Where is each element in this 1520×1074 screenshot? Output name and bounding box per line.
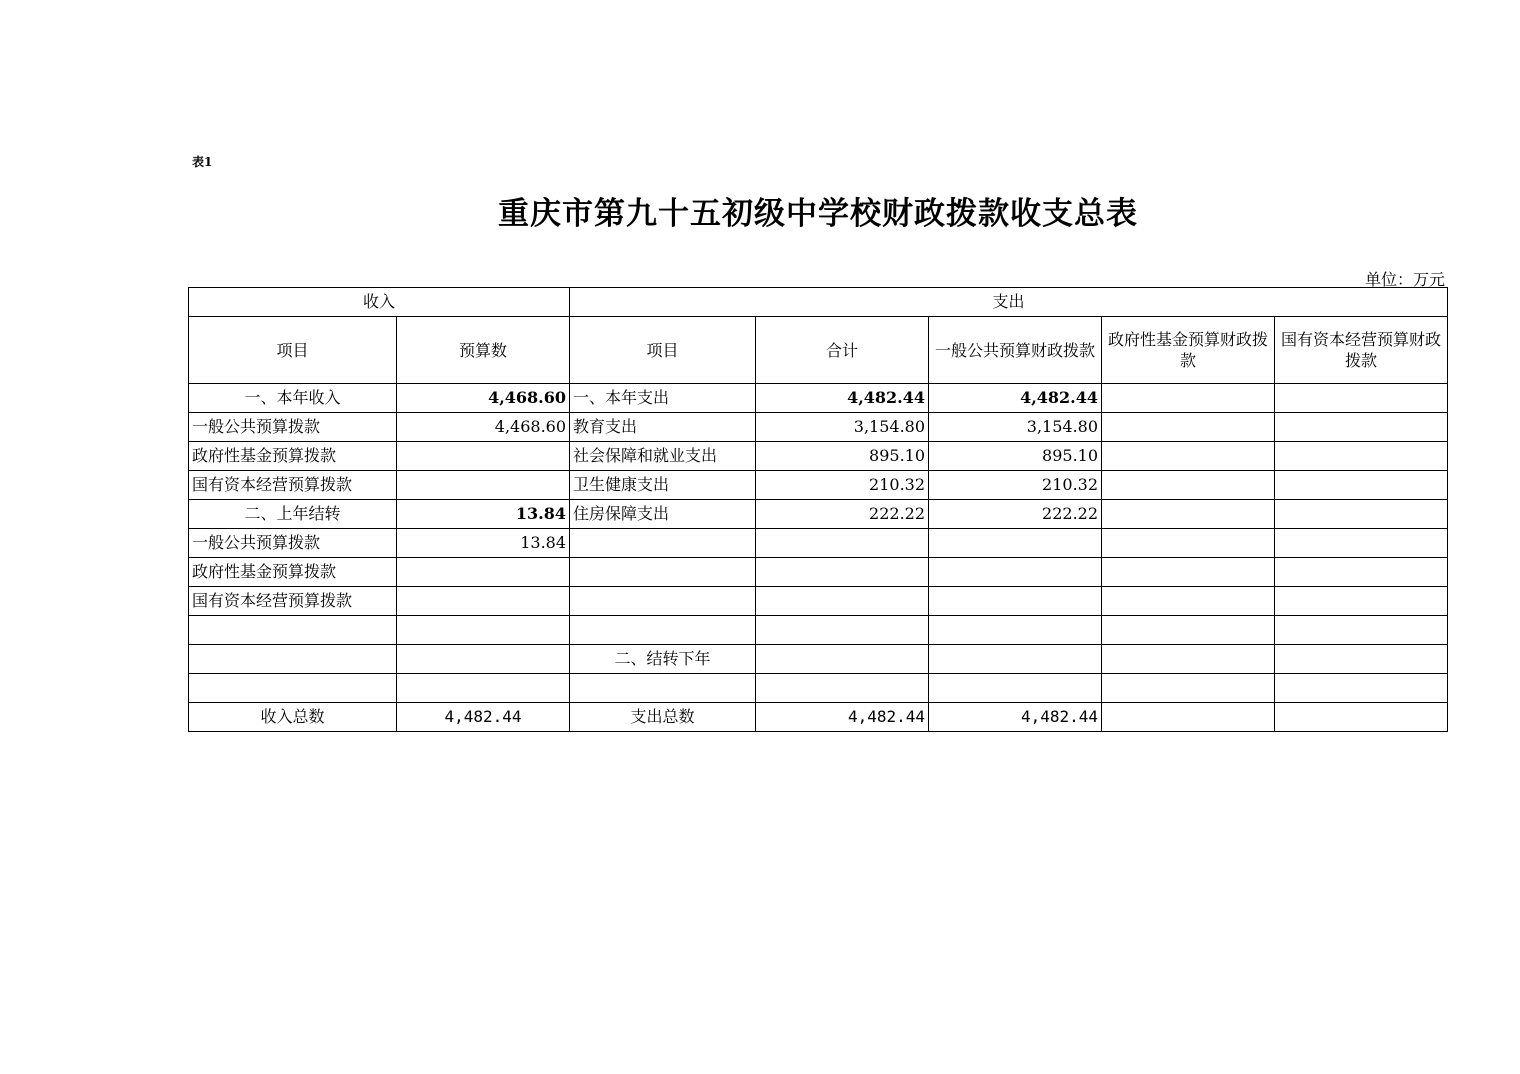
state-capital-cell <box>1275 674 1448 703</box>
table-row <box>189 616 1448 645</box>
table-row <box>189 384 1448 413</box>
income-item-cell <box>189 645 397 674</box>
table-row <box>189 413 1448 442</box>
exp-total-label: 支出总数 <box>570 703 756 732</box>
gov-fund-cell <box>1102 587 1275 616</box>
income-section-header: 收入 <box>189 288 570 317</box>
table-row <box>189 500 1448 529</box>
general-public-cell: 4,482.44 <box>929 384 1102 413</box>
header-exp-item: 项目 <box>570 317 756 384</box>
exp-item-cell <box>570 674 756 703</box>
income-item-cell: 政府性基金预算拨款 <box>189 558 397 587</box>
table-row <box>189 645 1448 674</box>
state-capital-cell <box>1275 500 1448 529</box>
header-income-budget: 预算数 <box>397 317 570 384</box>
general-public-cell <box>929 616 1102 645</box>
income-item-cell <box>189 674 397 703</box>
exp-item-cell: 社会保障和就业支出 <box>570 442 756 471</box>
general-public-cell <box>929 645 1102 674</box>
table-row <box>189 558 1448 587</box>
income-budget-cell: 13.84 <box>397 529 570 558</box>
section-header-row <box>189 288 1448 317</box>
income-budget-cell <box>397 587 570 616</box>
table-row <box>189 587 1448 616</box>
income-item-cell <box>189 616 397 645</box>
income-budget-cell: 4,468.60 <box>397 384 570 413</box>
total-cell: 4,482.44 <box>756 384 929 413</box>
income-budget-cell: 13.84 <box>397 500 570 529</box>
exp-total-value: 4,482.44 <box>756 703 929 732</box>
general-public-cell <box>929 558 1102 587</box>
gov-fund-cell <box>1102 558 1275 587</box>
state-capital-cell <box>1275 384 1448 413</box>
total-cell <box>756 645 929 674</box>
header-state-capital: 国有资本经营预算财政拨款 <box>1275 317 1448 384</box>
income-item-cell: 政府性基金预算拨款 <box>189 442 397 471</box>
income-item-cell: 一、本年收入 <box>189 384 397 413</box>
unit-label: 单位：万元 <box>1364 270 1445 289</box>
income-budget-cell <box>397 471 570 500</box>
general-public-cell <box>929 674 1102 703</box>
table-id: 表1 <box>192 155 213 169</box>
exp-item-cell <box>570 558 756 587</box>
income-item-cell: 二、上年结转 <box>189 500 397 529</box>
table-row <box>189 529 1448 558</box>
total-cell <box>756 616 929 645</box>
general-public-cell: 895.10 <box>929 442 1102 471</box>
gov-fund-cell <box>1102 529 1275 558</box>
gov-fund-cell <box>1102 413 1275 442</box>
total-cell <box>756 587 929 616</box>
gov-fund-cell <box>1102 500 1275 529</box>
exp-item-cell <box>570 587 756 616</box>
exp-item-cell <box>570 529 756 558</box>
general-public-cell: 3,154.80 <box>929 413 1102 442</box>
document-title: 重庆市第九十五初级中学校财政拨款收支总表 <box>498 196 1138 232</box>
gov-fund-cell <box>1102 645 1275 674</box>
income-budget-cell <box>397 616 570 645</box>
exp-item-cell <box>570 616 756 645</box>
expenditure-section-header: 支出 <box>570 288 1448 317</box>
income-budget-cell <box>397 674 570 703</box>
total-cell: 895.10 <box>756 442 929 471</box>
gov-fund-cell <box>1102 442 1275 471</box>
total-cell: 3,154.80 <box>756 413 929 442</box>
header-gov-fund: 政府性基金预算财政拨款 <box>1102 317 1275 384</box>
exp-item-cell: 卫生健康支出 <box>570 471 756 500</box>
header-total: 合计 <box>756 317 929 384</box>
general-public-cell: 210.32 <box>929 471 1102 500</box>
total-cell <box>756 558 929 587</box>
state-capital-cell <box>1275 413 1448 442</box>
income-total-value: 4,482.44 <box>397 703 570 732</box>
income-total-label: 收入总数 <box>189 703 397 732</box>
state-capital-cell <box>1275 558 1448 587</box>
column-header-row <box>189 317 1448 384</box>
state-capital-cell <box>1275 616 1448 645</box>
general-public-total-value: 4,482.44 <box>929 703 1102 732</box>
gov-fund-cell <box>1102 384 1275 413</box>
state-capital-cell <box>1275 442 1448 471</box>
table-row <box>189 471 1448 500</box>
state-capital-cell <box>1275 645 1448 674</box>
income-item-cell: 一般公共预算拨款 <box>189 413 397 442</box>
gov-fund-cell <box>1102 471 1275 500</box>
exp-item-cell: 住房保障支出 <box>570 500 756 529</box>
total-cell: 222.22 <box>756 500 929 529</box>
budget-summary-table <box>188 287 1448 732</box>
gov-fund-cell <box>1102 616 1275 645</box>
gov-fund-total-value <box>1102 703 1275 732</box>
table-row <box>189 442 1448 471</box>
general-public-cell <box>929 587 1102 616</box>
exp-item-cell: 教育支出 <box>570 413 756 442</box>
state-capital-cell <box>1275 529 1448 558</box>
income-item-cell: 一般公共预算拨款 <box>189 529 397 558</box>
income-budget-cell <box>397 442 570 471</box>
total-cell <box>756 674 929 703</box>
income-budget-cell: 4,468.60 <box>397 413 570 442</box>
totals-row <box>189 703 1448 732</box>
state-capital-cell <box>1275 587 1448 616</box>
exp-item-cell: 二、结转下年 <box>570 645 756 674</box>
state-capital-cell <box>1275 471 1448 500</box>
general-public-cell: 222.22 <box>929 500 1102 529</box>
income-budget-cell <box>397 645 570 674</box>
gov-fund-cell <box>1102 674 1275 703</box>
income-item-cell: 国有资本经营预算拨款 <box>189 587 397 616</box>
income-budget-cell <box>397 558 570 587</box>
general-public-cell <box>929 529 1102 558</box>
total-cell <box>756 529 929 558</box>
exp-item-cell: 一、本年支出 <box>570 384 756 413</box>
table-row <box>189 674 1448 703</box>
total-cell: 210.32 <box>756 471 929 500</box>
income-item-cell: 国有资本经营预算拨款 <box>189 471 397 500</box>
header-general-public: 一般公共预算财政拨款 <box>929 317 1102 384</box>
state-capital-total-value <box>1275 703 1448 732</box>
header-income-item: 项目 <box>189 317 397 384</box>
